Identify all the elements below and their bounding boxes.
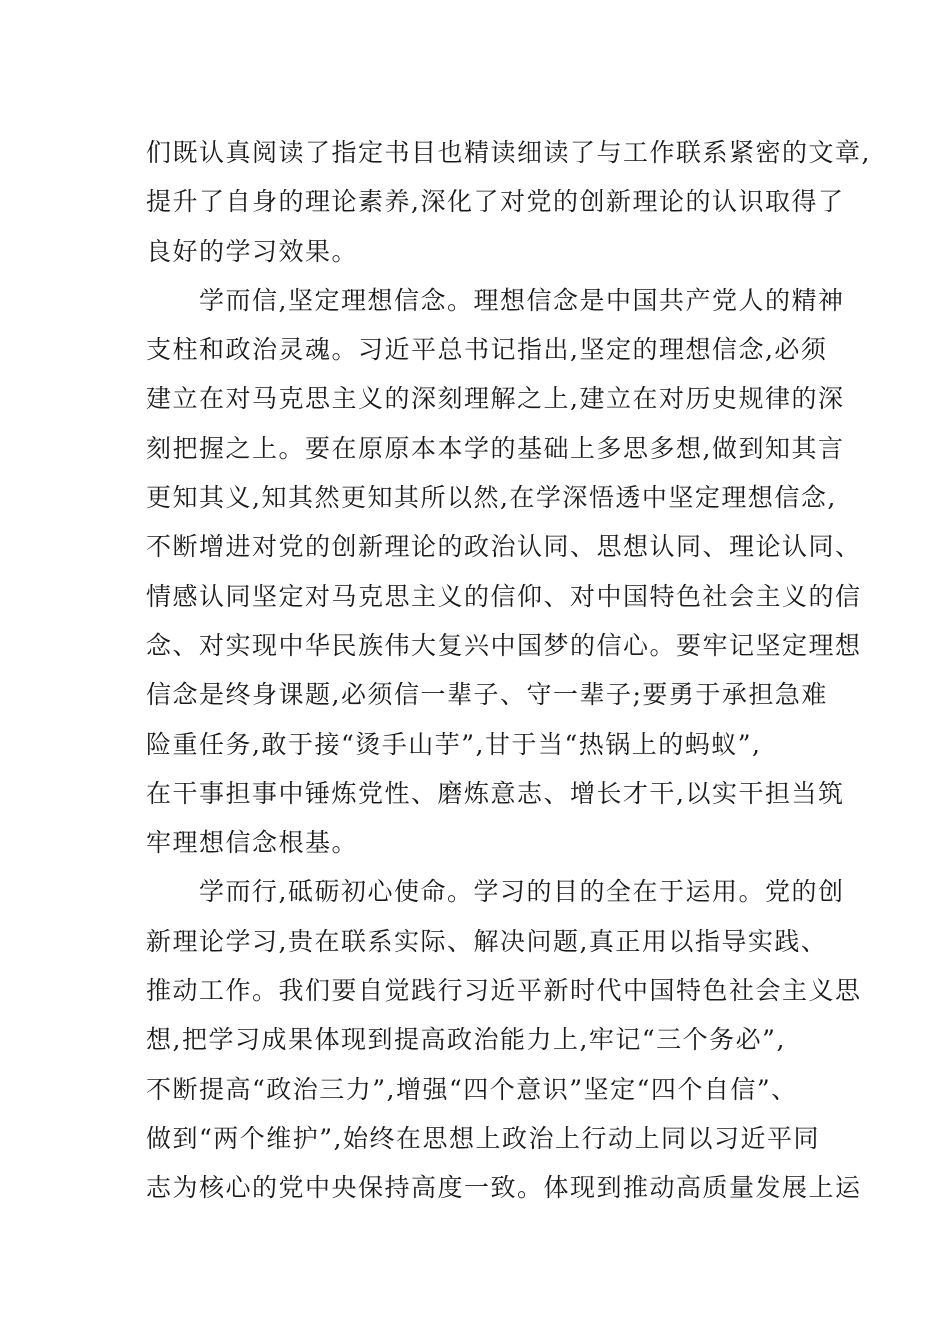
text-line: 情感认同坚定对马克思主义的信仰、对中国特色社会主义的信: [146, 581, 862, 611]
text-line: 更知其义,知其然更知其所以然,在学深悟透中坚定理想信念,: [146, 483, 837, 513]
text-line: 在干事担事中锤炼党性、磨炼意志、增长才干,以实干担当筑: [146, 778, 845, 808]
text-line: 提升了自身的理论素养,深化了对党的创新理论的认识取得了: [146, 187, 845, 217]
text-line: 想,把学习成果体现到提高政治能力上,牢记“三个务必”,: [146, 1025, 786, 1055]
text-line: 志为核心的党中央保持高度一致。体现到推动高质量发展上运: [146, 1173, 862, 1203]
text-line: 支柱和政治灵魂。习近平总书记指出,坚定的理想信念,必须: [146, 335, 828, 365]
text-line: 不断增进对党的创新理论的政治认同、思想认同、理论认同、: [146, 532, 862, 562]
text-line: 做到“两个维护”,始终在思想上政治上行动上同以习近平同: [146, 1123, 821, 1153]
paragraph-start-line: 学而行,砥砺初心使命。学习的目的全在于运用。党的创: [146, 877, 845, 907]
body-text: [146, 128, 871, 1213]
text-line: 建立在对马克思主义的深刻理解之上,建立在对历史规律的深: [146, 384, 845, 414]
text-line: 信念是终身课题,必须信一辈子、守一辈子;要勇于承担急难: [146, 680, 828, 710]
text-line: 推动工作。我们要自觉践行习近平新时代中国特色社会主义思: [146, 976, 862, 1006]
text-line: 刻把握之上。要在原原本本学的基础上多思多想,做到知其言: [146, 433, 845, 463]
text-line: 念、对实现中华民族伟大复兴中国梦的信心。要牢记坚定理想: [146, 630, 862, 660]
text-line: 们既认真阅读了指定书目也精读细读了与工作联系紧密的文章,: [146, 138, 871, 167]
text-line: 牢理想信念根基。: [146, 828, 359, 858]
text-line: 良好的学习效果。: [146, 236, 359, 266]
text-line: 不断提高“政治三力”,增强“四个意识”坚定“四个自信”、: [146, 1074, 798, 1104]
text-line: 险重任务,敢于接“烫手山芋”,甘于当“热锅上的蚂蚁”,: [146, 729, 762, 759]
text-line: 新理论学习,贵在联系实际、解决问题,真正用以指导实践、: [146, 926, 828, 956]
paragraph-start-line: 学而信,坚定理想信念。理想信念是中国共产党人的精神: [146, 285, 845, 315]
